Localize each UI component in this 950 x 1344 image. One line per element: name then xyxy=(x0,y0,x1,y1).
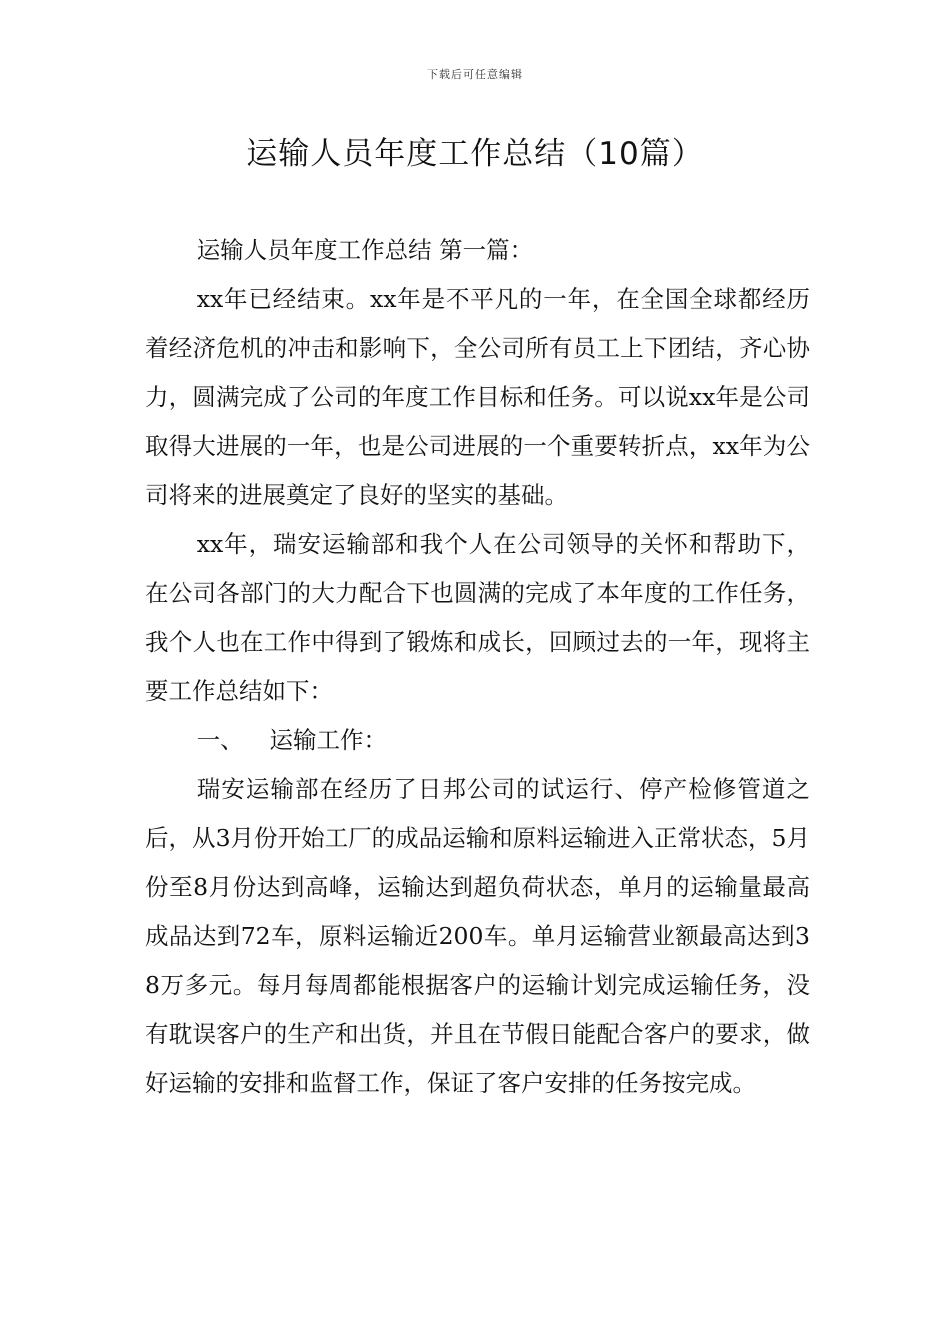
paragraph: 瑞安运输部在经历了日邦公司的试运行、停产检修管道之后，从3月份开始工厂的成品运输和原料运输进入正常状态，5月份至8月份达到高峰，运输达到超负荷状态，单月的运输量最高成品达到72车，原料运输近200车。单月运输营业额最高达到38万多元。每月每周都能根据客户的运输计划完成运输任务，没有耽误客户的生产和出货，并且在节假日能配合客户的要求，做好运输的安排和监督工作，保证了客户安排的任务按完成。 xyxy=(145,775,810,1097)
document-body xyxy=(145,226,810,1108)
section-heading-number: 一、 xyxy=(196,726,244,754)
header-note: 下载后可任意编辑 xyxy=(427,68,523,81)
paragraph: xx年，瑞安运输部和我个人在公司领导的关怀和帮助下，在公司各部门的大力配合下也圆满的完成了本年度的工作任务，我个人也在工作中得到了锻炼和成长，回顾过去的一年，现将主要工作总结如下： xyxy=(145,530,810,705)
document-title: 运输人员年度工作总结（10篇） xyxy=(246,136,704,172)
section-heading xyxy=(145,716,810,765)
section-heading-text: 运输工作： xyxy=(269,726,388,754)
paragraph: xx年已经结束。xx年是不平凡的一年，在全国全球都经历着经济危机的冲击和影响下，全公司所有员工上下团结，齐心协力，圆满完成了公司的年度工作目标和任务。可以说xx年是公司取得大进展的一年，也是公司进展的一个重要转折点，xx年为公司将来的进展奠定了良好的坚实的基础。 xyxy=(145,285,810,509)
section-intro-line: 运输人员年度工作总结 第一篇： xyxy=(196,236,534,264)
